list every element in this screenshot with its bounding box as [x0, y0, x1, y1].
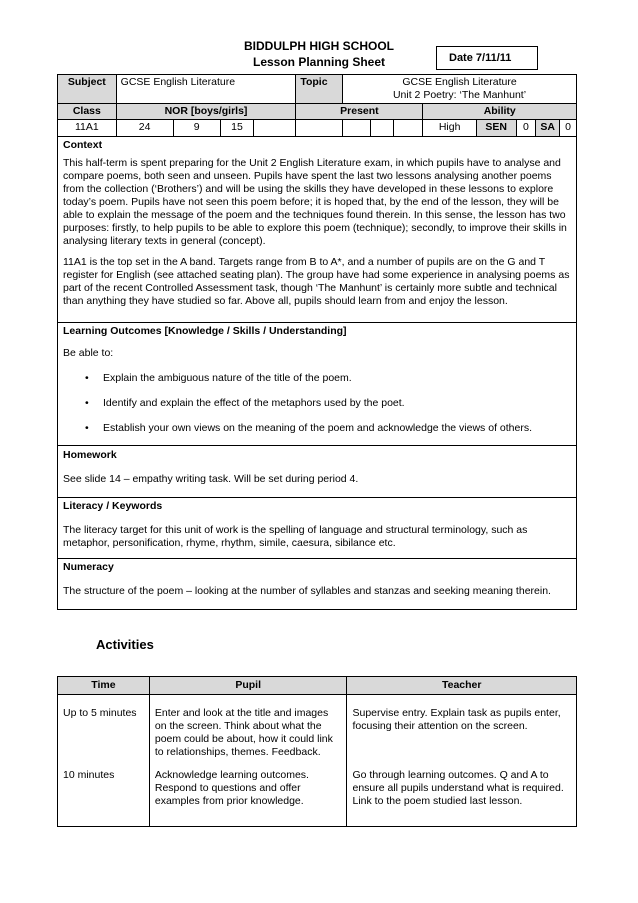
column-header-teacher: Teacher [347, 677, 577, 695]
topic-label: Topic [296, 75, 343, 104]
subject-label: Subject [58, 75, 117, 104]
outcomes-intro: Be able to: [63, 347, 114, 359]
pupil-cell: Acknowledge learning outcomes. Respond to questions and offer examples from prior knowledge. [149, 767, 347, 827]
present-label: Present [296, 104, 423, 120]
sen-label: SEN [476, 120, 516, 137]
date-box: Date 7/11/11 [436, 46, 538, 70]
activities-table [57, 676, 577, 827]
sa-value: 0 [559, 120, 576, 137]
table-row [58, 767, 577, 827]
numeracy-section [57, 558, 577, 610]
sheet-title: Lesson Planning Sheet [252, 55, 386, 69]
literacy-heading: Literacy / Keywords [63, 500, 163, 512]
homework-section [57, 446, 577, 498]
topic-value: GCSE English Literature Unit 2 Poetry: ‘The Manhunt’ [343, 75, 577, 104]
list-item: • Identify and explain the effect of the metaphors used by the poet. [63, 397, 571, 410]
outcomes-heading: Learning Outcomes [Knowledge / Skills / Understanding] [63, 325, 347, 337]
school-name: BIDDULPH HIGH SCHOOL [244, 39, 394, 53]
column-header-pupil: Pupil [149, 677, 347, 695]
lesson-header-table [57, 74, 577, 137]
class-label: Class [58, 104, 117, 120]
present-cell [371, 120, 394, 137]
present-cell [254, 120, 296, 137]
outcomes-list [63, 372, 571, 435]
present-cell [296, 120, 343, 137]
literacy-text: The literacy target for this unit of work is the spelling of language and structural terminology, such as metaphor, personification, rhyme, rhythm, simile, caesura, sibilance etc. [63, 524, 528, 549]
numeracy-heading: Numeracy [63, 561, 114, 573]
time-cell: Up to 5 minutes [58, 695, 150, 767]
present-cell [394, 120, 423, 137]
homework-text: See slide 14 – empathy writing task. Will be set during period 4. [63, 473, 359, 485]
activities-title: Activities [96, 637, 154, 652]
homework-heading: Homework [63, 449, 117, 461]
document-title [0, 38, 638, 70]
present-cell [343, 120, 371, 137]
class-value: 11A1 [58, 120, 117, 137]
nor-total: 24 [116, 120, 173, 137]
context-section [57, 136, 577, 323]
list-item: • Explain the ambiguous nature of the title of the poem. [63, 372, 571, 385]
nor-label: NOR [boys/girls] [116, 104, 296, 120]
outcomes-section [57, 322, 577, 446]
time-cell: 10 minutes [58, 767, 150, 827]
context-heading: Context [63, 139, 103, 151]
sa-label: SA [536, 120, 560, 137]
subject-value: GCSE English Literature [116, 75, 296, 104]
list-item: • Establish your own views on the meaning of the poem and acknowledge the views of others. [63, 422, 571, 435]
table-row [58, 695, 577, 767]
literacy-section [57, 497, 577, 559]
context-paragraph: This half-term is spent preparing for the Unit 2 English Literature exam, in which pupils have to analyse and compare poems, both seen and unseen. Pupils have spent the last two lessons analysing another poems from the collection (‘Brothers’) and will be using the skills they have developed in these lessons to explore today’s poem. Pupils have not seen this poem before; it is hoped that, by the end of the lesson, they will be able to explain the message of the poem and the techniques found therein. In this sense, the lesson has two purposes: firstly, to help pupils to be able to explore this poem (technique); secondly, to improve their skills in analysing literary texts in general (concept). [63, 157, 567, 247]
numeracy-text: The structure of the poem – looking at the number of syllables and stanzas and seeking meaning therein. [63, 585, 551, 597]
column-header-time: Time [58, 677, 150, 695]
sen-value: 0 [516, 120, 536, 137]
ability-label: Ability [423, 104, 577, 120]
teacher-cell: Supervise entry. Explain task as pupils enter, focusing their attention on the screen. [347, 695, 577, 767]
pupil-cell: Enter and look at the title and images on the screen. Think about what the poem could be about, how it could link to relationships, themes. Feedback. [149, 695, 347, 767]
nor-boys: 9 [173, 120, 220, 137]
context-paragraph: 11A1 is the top set in the A band. Targets range from B to A*, and a number of pupils are on the G and T register for English (see attached seating plan). The group have had some experience in analysing poems as part of the recent Controlled Assessment task, though ‘The Manhunt’ is certainly more subtle and technical than anything they have studied so far. Above all, pupils should learn from and enjoy the lesson. [63, 256, 570, 307]
teacher-cell: Go through learning outcomes. Q and A to ensure all pupils understand what is required. Link to the poem studied last lesson. [347, 767, 577, 827]
nor-girls: 15 [220, 120, 254, 137]
ability-value: High [423, 120, 476, 137]
